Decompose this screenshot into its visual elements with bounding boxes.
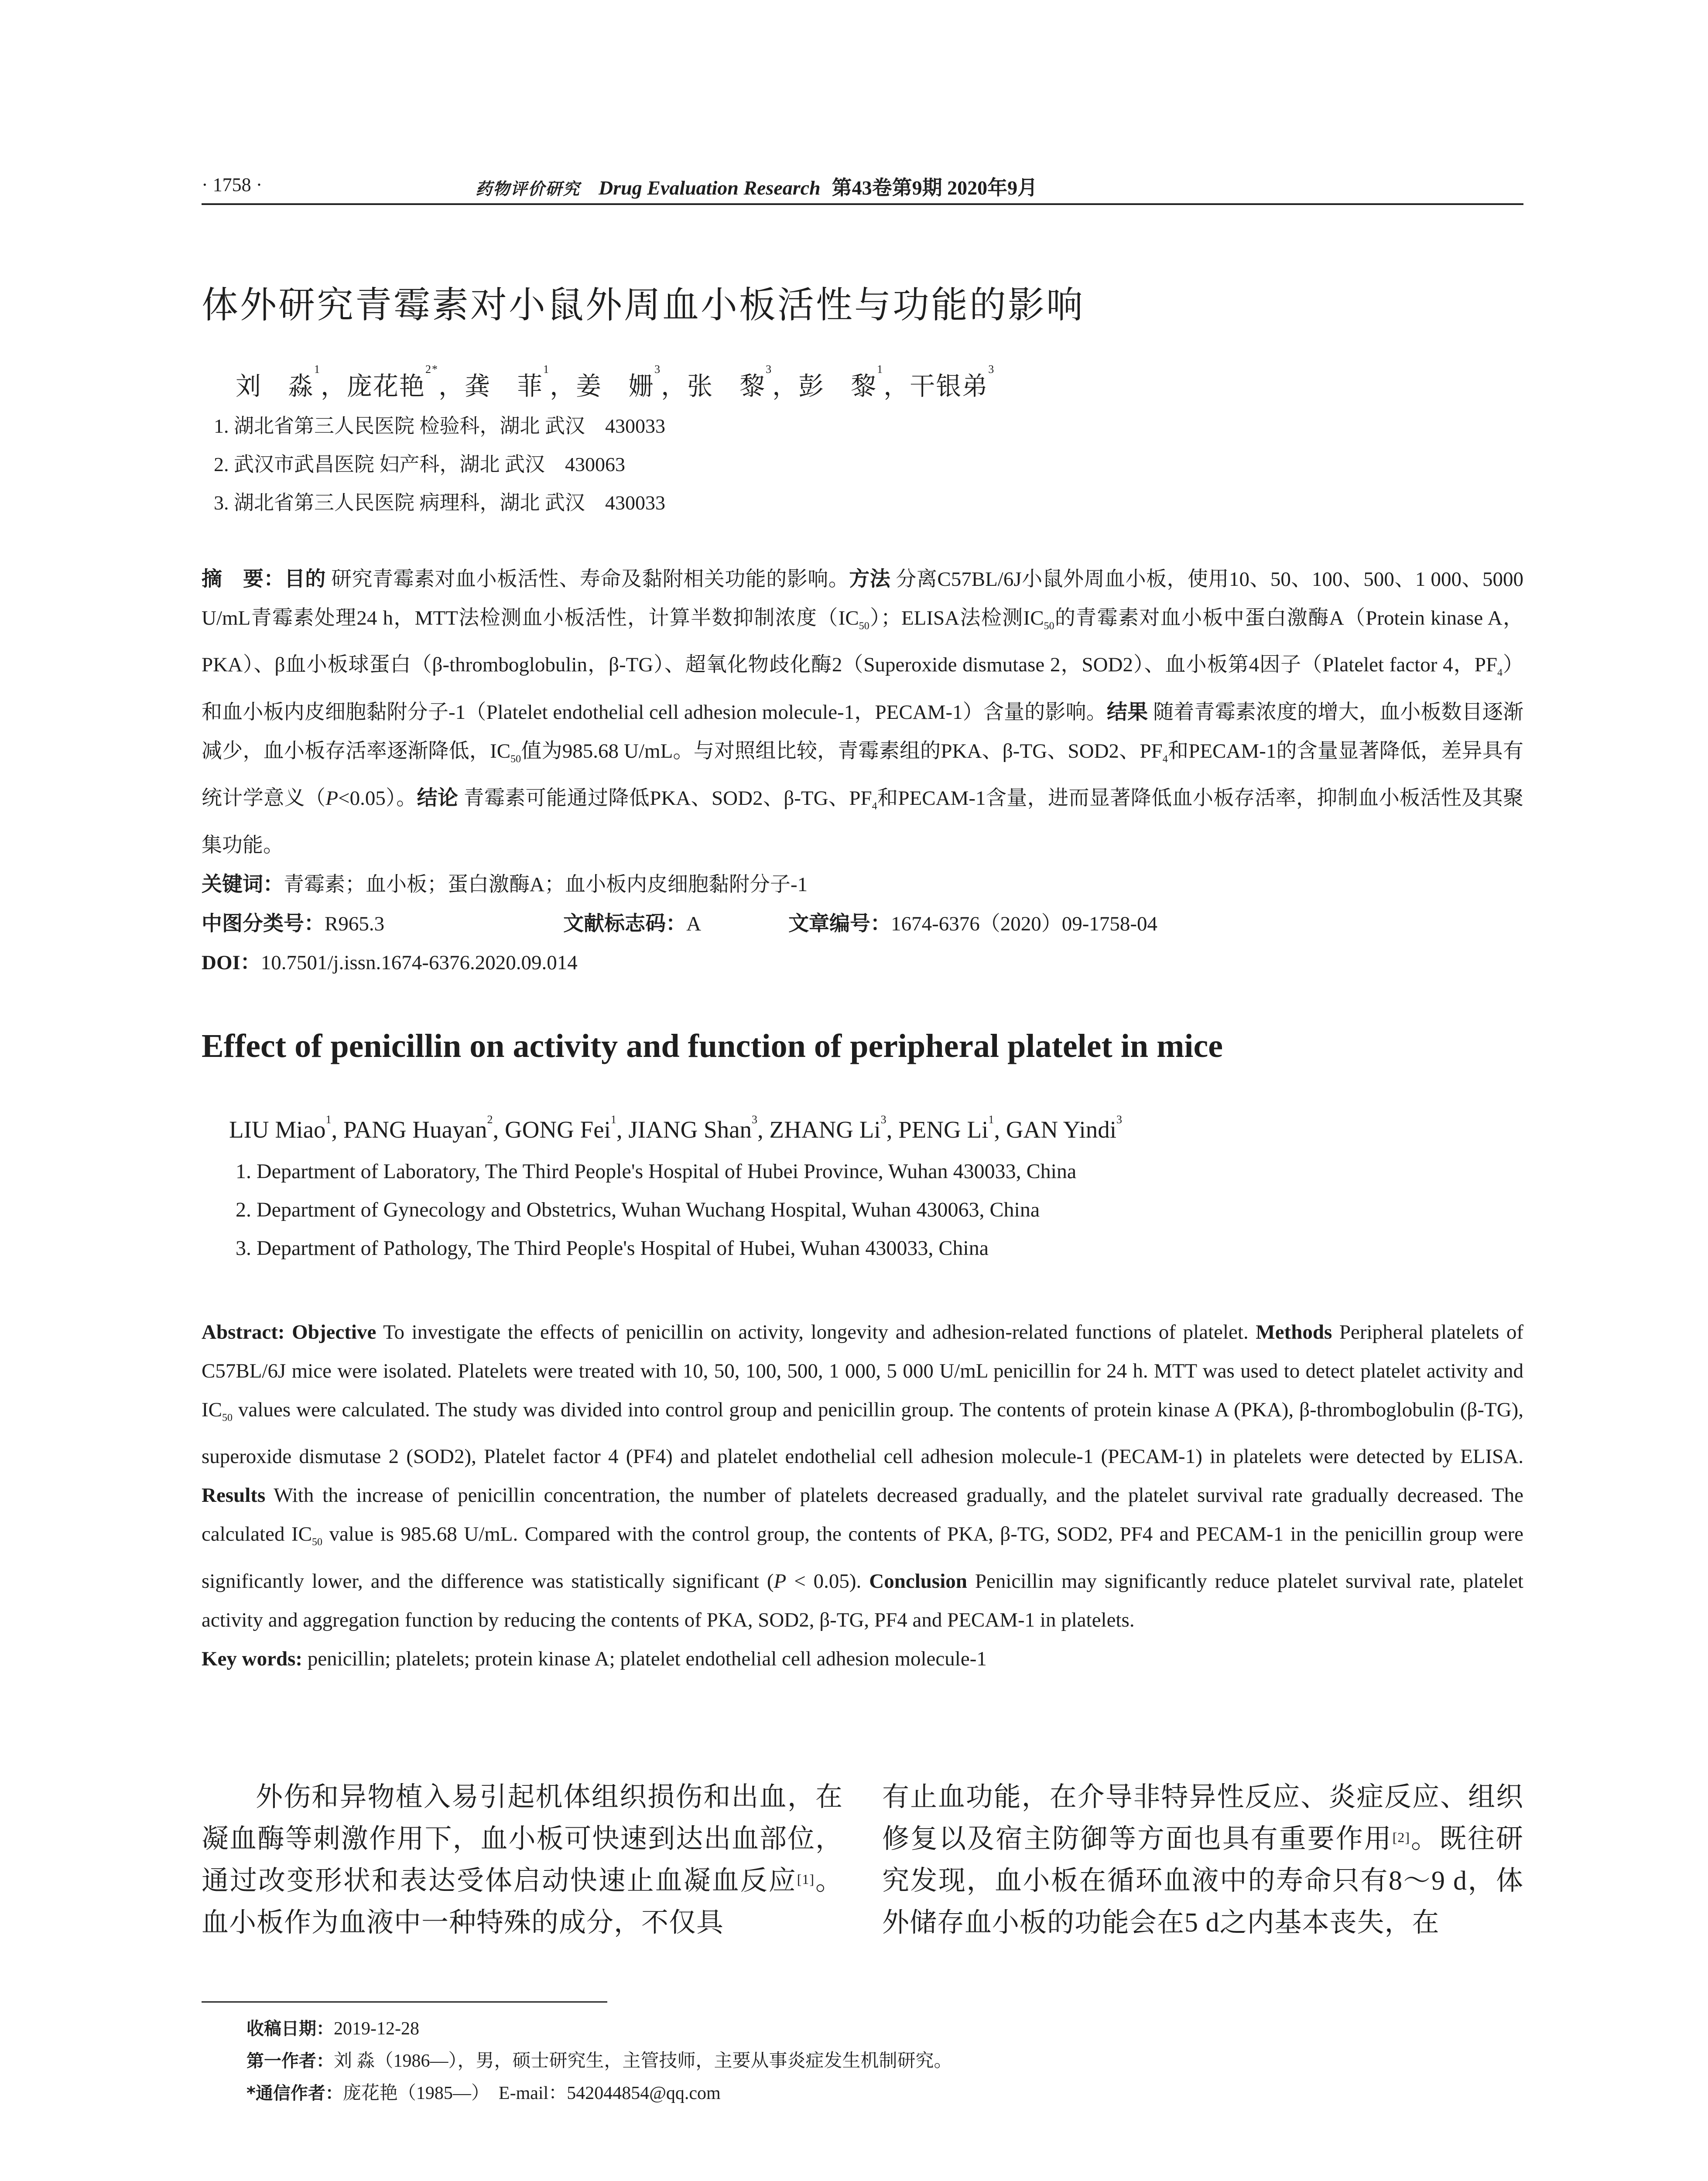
subscript: 50: [510, 753, 521, 765]
en-methods-text: values were calculated. The study was divided into control group and penicillin group. The contents of protein kinase A (PKA), β-thromboglobulin (β-TG), superoxide dismutase 2 (SOD2), Platelet factor 4 (PF4) and platelet endothelial cell adhesion molecule-1 (PECAM-1) in platelets were detected by ELISA.: [202, 1398, 1523, 1468]
body-text: 。血小板作为血液中一种特殊的成分，不仅具: [202, 1866, 843, 1938]
footnote-value: 2019-12-28: [334, 2019, 419, 2039]
en-abstract: [202, 1313, 1523, 1678]
en-author: PANG Huayan: [343, 1116, 487, 1143]
footnote-label: 第一作者：: [246, 2051, 334, 2071]
affiliation-mark: 3: [752, 1113, 758, 1126]
en-conclusion-label: Conclusion: [869, 1569, 967, 1593]
en-methods-text: Peripheral platelets of C57BL/6J mice were isolated. Platelets were treated with 10, 50, 100, 500, 1 000, 5 000 U/mL penicillin for 24 h. MTT was used to detect platelet activity and IC: [202, 1321, 1524, 1421]
p-symbol: P: [774, 1569, 787, 1593]
en-results-text: < 0.05).: [786, 1569, 862, 1593]
affiliation-mark: 3: [654, 363, 661, 376]
journal-issue: 第43卷第9期 2020年9月: [832, 177, 1038, 199]
doc-code-label: 文献标志码：: [563, 911, 687, 936]
subscript: 50: [1044, 620, 1054, 632]
cn-methods-text: 的青霉素对血小板中蛋白激酶A（Protein kinase A，PKA）、β血小板球蛋白（β-thromboglobulin，β-TG）、超氧化物歧化酶2（Superoxide dismutase 2，SOD2）、血小板第4因子（Platelet factor 4，PF: [202, 607, 1523, 677]
cn-results-label: 结果: [1106, 700, 1148, 724]
cn-methods-text: 分离C57BL/6J小鼠外周血小板，使用10、50、100、500、1 000、5000 U/mL青霉素处理24 h，MTT法检测血小板活性，计算半数抑制浓度（IC: [202, 568, 1524, 629]
affiliation-mark: 1: [877, 363, 884, 376]
cn-abstract: [202, 560, 1523, 982]
p-symbol: P: [325, 787, 339, 810]
footnote-corresponding: [246, 2078, 721, 2109]
journal-name-en: Drug Evaluation Research: [599, 177, 821, 199]
affiliation-mark: 1: [314, 363, 321, 376]
en-methods-label: Methods: [1256, 1321, 1332, 1343]
cn-keywords-label: 关键词：: [202, 872, 284, 896]
footnote-first-author: [246, 2046, 952, 2076]
en-author: GONG Fei: [504, 1116, 611, 1143]
subscript: 4: [1497, 667, 1503, 679]
cn-title: 体外研究青霉素对小鼠外周血小板活性与功能的影响: [202, 284, 1085, 326]
cn-objective-label: 目的: [284, 567, 326, 591]
footnote-value: 庞花艳（1985—） E-mail：542044854@qq.com: [342, 2083, 721, 2103]
doi-value: 10.7501/j.issn.1674-6376.2020.09.014: [260, 951, 578, 974]
en-authors: LIU Miao$^1$, PANG Huayan$^2$, GONG Fei$^1$, JIANG Shan$^3$, ZHANG Li$^3$, PENG Li$^1$, GAN Yindi$^3$: [229, 1113, 1123, 1143]
affiliation-mark: 1: [543, 363, 550, 376]
en-objective-label: Objective: [292, 1321, 377, 1343]
cn-conclusion-label: 结论: [417, 786, 459, 810]
body-text: 外伤和异物植入易引起机体组织损伤和出血，在凝血酶等刺激作用下，血小板可快速到达出血部位，通过改变形状和表达受体启动快速止血凝血反应: [202, 1782, 843, 1896]
page-number: · 1758 ·: [202, 174, 263, 195]
subscript: 4: [1162, 753, 1168, 765]
cn-objective: 研究青霉素对血小板活性、寿命及黏附相关功能的影响。: [331, 568, 849, 591]
affiliation-mark: 2: [487, 1113, 493, 1126]
cn-results-text: 和PECAM-1的含量显著降低，差异具有统计学意义（: [202, 739, 1523, 810]
clc-label: 中图分类号：: [202, 911, 325, 936]
en-keywords: penicillin; platelets; protein kinase A; platelet endothelial cell adhesion molecule-1: [307, 1647, 987, 1670]
running-header: [476, 172, 1037, 201]
cn-author: 张 黎: [687, 372, 766, 400]
en-conclusion-text: Penicillin may significantly reduce platelet survival rate, platelet activity and aggregation function by reducing the contents of PKA, SOD2, β-TG, PF4 and PECAM-1 in platelets.: [202, 1569, 1523, 1631]
en-results-label: Results: [202, 1484, 266, 1507]
en-author: ZHANG Li: [769, 1116, 881, 1143]
cn-affiliation-1: 1. 湖北省第三人民医院 检验科，湖北 武汉 430033: [214, 415, 665, 437]
cn-author: 干银弟: [910, 372, 989, 400]
cn-author: 刘 淼: [236, 372, 315, 400]
body-column-right: [882, 1776, 1523, 1944]
clc-value: R965.3: [325, 912, 385, 935]
footnote-received: [246, 2013, 419, 2044]
en-affiliation-3: 3. Department of Pathology, The Third People's Hospital of Hubei, Wuhan 430033, China: [236, 1237, 989, 1260]
en-results-text: With the increase of penicillin concentration, the number of platelets decreased gradually, and the platelet survival rate gradually decreased. The calculated IC: [202, 1484, 1523, 1546]
en-abstract-label: Abstract:: [202, 1321, 285, 1343]
footnote-rule: [202, 2001, 607, 2003]
cn-methods-text: ）；ELISA法检测IC: [869, 607, 1044, 629]
cn-keywords: 青霉素；血小板；蛋白激酶A；血小板内皮细胞黏附分子-1: [284, 873, 808, 896]
cn-affiliation-3: 3. 湖北省第三人民医院 病理科，湖北 武汉 430033: [214, 492, 665, 514]
subscript: 50: [311, 1536, 322, 1548]
doc-code-value: A: [686, 912, 702, 935]
affiliation-mark: 3: [880, 1113, 887, 1126]
cn-author: 庞花艳: [347, 372, 426, 400]
en-title: Effect of penicillin on activity and function of peripheral platelet in mice: [202, 1028, 1223, 1064]
en-author: JIANG Shan: [628, 1116, 752, 1143]
cn-methods-text: ）和血小板内皮细胞黏附分子-1（Platelet endothelial cell adhesion molecule-1，PECAM-1）含量的影响。: [202, 653, 1523, 724]
en-affiliation-2: 2. Department of Gynecology and Obstetrics, Wuhan Wuchang Hospital, Wuhan 430063, China: [236, 1198, 1040, 1221]
en-author: GAN Yindi: [1006, 1116, 1117, 1143]
en-author: LIU Miao: [229, 1116, 326, 1143]
en-affiliation-1: 1. Department of Laboratory, The Third People's Hospital of Hubei Province, Wuhan 430033, China: [236, 1160, 1077, 1183]
cn-author: 姜 姗: [576, 372, 655, 400]
cn-results-text: <0.05）。: [338, 787, 417, 810]
cn-abstract-label: 摘 要：: [202, 567, 284, 591]
cn-methods-label: 方法: [849, 567, 891, 591]
body-text: 有止血功能，在介导非特异性反应、炎症反应、组织修复以及宿主防御等方面也具有重要作用: [882, 1782, 1523, 1854]
cn-affiliation-2: 2. 武汉市武昌医院 妇产科，湖北 武汉 430063: [214, 453, 625, 475]
cn-results-text: 随着青霉素浓度的增大，血小板数目逐渐减少，血小板存活率逐渐降低，IC: [202, 701, 1524, 762]
en-author: PENG Li: [898, 1116, 989, 1143]
en-results-text: value is 985.68 U/mL. Compared with the control group, the contents of PKA, β-TG, SOD2, PF4 and PECAM-1 in the penicillin group were significantly lower, and the difference was statistically significant (: [202, 1523, 1523, 1593]
affiliation-mark: 3: [1116, 1113, 1123, 1126]
cn-results-text: 值为985.68 U/mL。与对照组比较，青霉素组的PKA、β-TG、SOD2、PF: [521, 739, 1163, 762]
affiliation-mark: 1: [610, 1113, 616, 1126]
affiliation-mark: 3: [766, 363, 773, 376]
cn-author: 龚 菲: [465, 372, 544, 400]
body-text: 。既往研究发现，血小板在循环血液中的寿命只有8～9 d，体外储存血小板的功能会在5 d之内基本丧失，在: [882, 1824, 1523, 1938]
journal-logo: 药物评价研究: [476, 179, 581, 198]
en-objective-text: To investigate the effects of penicillin on activity, longevity and adhesion-related functions of platelet.: [383, 1321, 1249, 1343]
cn-author: 彭 黎: [798, 372, 877, 400]
article-no-value: 1674-6376（2020）09-1758-04: [891, 912, 1158, 935]
subscript: 50: [222, 1412, 233, 1424]
footnote-value: 刘 淼（1986—），男，硕士研究生，主管技师，主要从事炎症发生机制研究。: [334, 2051, 952, 2071]
en-keywords-label: Key words:: [202, 1647, 303, 1670]
affiliation-mark: 1: [325, 1113, 332, 1126]
subscript: 50: [859, 620, 869, 632]
citation-ref: [2]: [1392, 1829, 1410, 1845]
header-rule: [202, 203, 1523, 205]
body-column-left: [202, 1776, 843, 1944]
cn-conclusion-text: 和PECAM-1含量，进而显著降低血小板存活率，抑制血小板活性及其聚集功能。: [202, 787, 1523, 857]
cn-authors: 刘 淼$^1$，庞花艳$^{2*}$，龚 菲$^1$，姜 姗$^3$，张 黎$^3$，彭 黎$^1$，干银弟$^3$: [236, 363, 995, 400]
footnote-label: 收稿日期：: [246, 2019, 334, 2039]
doi-label: DOI：: [202, 951, 261, 974]
article-no-label: 文章编号：: [788, 911, 891, 936]
affiliation-mark: 1: [988, 1113, 994, 1126]
cn-conclusion-text: 青霉素可能通过降低PKA、SOD2、β-TG、PF: [463, 787, 872, 810]
affiliation-mark: 3: [988, 363, 995, 376]
citation-ref: [1]: [797, 1871, 815, 1887]
footnote-label: *通信作者：: [246, 2083, 343, 2103]
subscript: 4: [872, 800, 877, 812]
affiliation-mark: 2*: [425, 363, 439, 376]
